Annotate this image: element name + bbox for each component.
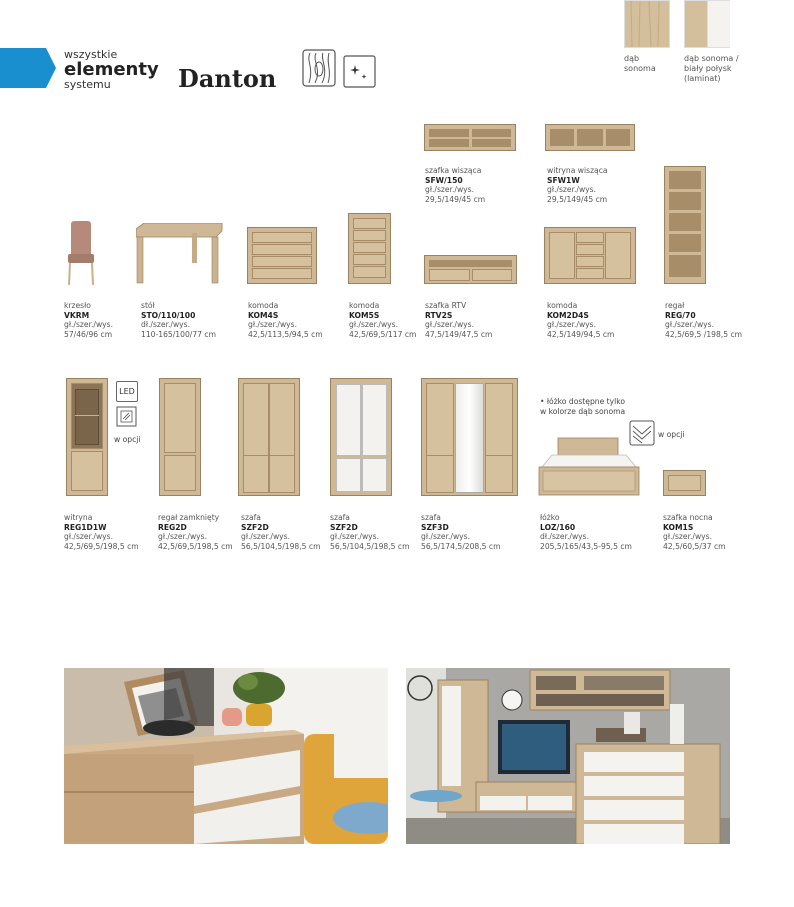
photo-dresser-detail: [64, 668, 388, 844]
product-name: witryna: [64, 513, 93, 522]
dims-label: gł./szer./wys.: [330, 532, 380, 542]
collection-name: Danton: [178, 64, 277, 93]
dims-value: 42,5/113,5/94,5 cm: [248, 329, 323, 339]
product-name: łóżko: [540, 513, 560, 522]
product-name: komoda: [349, 301, 380, 310]
dims-value: 47,5/149/47,5 cm: [425, 329, 493, 339]
product-name: szafka nocna: [663, 513, 713, 522]
product-code: KOM2D4S: [547, 310, 589, 320]
dims-label: gł./szer./wys.: [248, 320, 298, 330]
dims-value: 56,5/104,5/198,5 cm: [330, 541, 410, 551]
product-code: STO/110/100: [141, 310, 196, 320]
dims-value: 42,5/69,5/198,5 cm: [64, 541, 139, 551]
caption-sfw150: [425, 166, 485, 204]
dims-label: gł./szer./wys.: [421, 532, 471, 542]
dims-value: 205,5/165/43,5-95,5 cm: [540, 541, 632, 551]
caption-szf2d-white: [330, 513, 410, 551]
product-name: szafka RTV: [425, 301, 467, 310]
dims-label: gł./szer./wys.: [547, 185, 597, 195]
product-code: REG2D: [158, 522, 187, 532]
product-code: LOZ/160: [540, 522, 576, 532]
product-image-reg2d: [159, 378, 201, 496]
dims-label: gł./szer./wys.: [663, 532, 713, 542]
dims-value: 29,5/149/45 cm: [547, 194, 608, 204]
dims-value: 42,5/149/94,5 cm: [547, 329, 615, 339]
caption-loz160: [540, 513, 632, 551]
product-code: VKRM: [64, 310, 90, 320]
finish-label-2b: biały połysk: [684, 64, 732, 73]
finish-label-2a: dąb sonoma /: [684, 54, 739, 63]
caption-rtv2s: [425, 301, 492, 339]
product-name: komoda: [547, 301, 578, 310]
product-code: SZF3D: [421, 522, 449, 532]
dims-label: gł./szer./wys.: [665, 320, 715, 330]
finish-label-2c: (laminat): [684, 74, 721, 83]
product-name: szafka wisząca: [425, 166, 482, 175]
led-feature-badge: [116, 381, 138, 402]
caption-vkrm: [64, 301, 113, 339]
caption-szf2d-oak: [241, 513, 321, 551]
dims-value: 42,5/60,5/37 cm: [663, 541, 726, 551]
product-code: KOM5S: [349, 310, 380, 320]
dims-value: 42,5/69,5/198,5 cm: [158, 541, 233, 551]
dims-label: gł./szer./wys.: [425, 185, 475, 195]
dims-value: 110-165/100/77 cm: [141, 329, 216, 339]
dims-label: dł./szer./wys.: [141, 320, 191, 330]
section-tab: [0, 48, 56, 88]
product-image-sfw1w: [545, 124, 635, 151]
product-image-loz160: [538, 437, 640, 497]
product-name: regał zamknięty: [158, 513, 220, 522]
product-image-sto: [136, 223, 224, 285]
option-note: w opcji: [114, 435, 141, 444]
dims-value: 42,5/69,5/117 cm: [349, 329, 417, 339]
dims-label: gł./szer./wys.: [241, 532, 291, 542]
dims-value: 29,5/149/45 cm: [425, 194, 486, 204]
product-code: SZF2D: [330, 522, 358, 532]
caption-reg2d: [158, 513, 233, 551]
dims-value: 56,5/104,5/198,5 cm: [241, 541, 321, 551]
finish-swatch-sonoma-white: [684, 0, 730, 48]
product-image-szf3d: [421, 378, 518, 496]
product-name: stół: [141, 301, 155, 310]
product-code: SFW1W: [547, 175, 580, 185]
caption-kom4s: [248, 301, 323, 339]
gloss-icon: [343, 55, 376, 88]
product-name: szafa: [241, 513, 261, 522]
product-name: szafa: [421, 513, 441, 522]
product-code: REG1D1W: [64, 522, 107, 532]
product-code: REG/70: [665, 310, 696, 320]
product-name: witryna wisząca: [547, 166, 608, 175]
dims-label: gł./szer./wys.: [425, 320, 475, 330]
dims-label: gł./szer./wys.: [64, 320, 114, 330]
product-image-reg1d1w: [66, 378, 108, 496]
caption-reg70: [665, 301, 742, 339]
product-image-sfw150: [424, 124, 516, 151]
product-name: regał: [665, 301, 685, 310]
caption-szf3d: [421, 513, 501, 551]
caption-sfw1w: [547, 166, 608, 204]
bed-note-line-1: • łóżko dostępne tylko: [540, 397, 626, 406]
dims-value: 56,5/174,5/208,5 cm: [421, 541, 501, 551]
finish-label-1b: sonoma: [624, 64, 656, 73]
finish-label-1a: dąb: [624, 54, 640, 63]
dims-label: gł./szer./wys.: [158, 532, 208, 542]
caption-reg1d1w: [64, 513, 139, 551]
product-code: SFW/150: [425, 175, 463, 185]
led-label: LED: [119, 387, 135, 396]
dims-label: dł./szer./wys.: [540, 532, 590, 542]
glass-icon: [116, 406, 137, 427]
finish-swatch-sonoma: [624, 0, 670, 48]
product-code: SZF2D: [241, 522, 269, 532]
product-name: krzesło: [64, 301, 91, 310]
product-name: szafa: [330, 513, 350, 522]
product-code: KOM1S: [663, 522, 694, 532]
product-code: KOM4S: [248, 310, 279, 320]
header-line-1: wszystkie: [64, 48, 118, 61]
caption-kom2d4s: [547, 301, 614, 339]
product-image-kom1s: [663, 470, 706, 496]
dims-value: 42,5/69,5 /198,5 cm: [665, 329, 743, 339]
product-image-reg70: [664, 166, 706, 284]
product-name: komoda: [248, 301, 279, 310]
bed-note-line-2: w kolorze dąb sonoma: [540, 406, 626, 416]
photo-living-room: [406, 668, 730, 844]
caption-kom1s: [663, 513, 726, 551]
product-image-rtv2s: [424, 255, 517, 284]
product-image-szf2d-white: [330, 378, 392, 496]
option-note: w opcji: [658, 430, 685, 439]
header-line-3: systemu: [64, 78, 111, 91]
wood-grain-icon: [302, 49, 336, 87]
dims-label: gł./szer./wys.: [547, 320, 597, 330]
product-image-kom4s: [247, 227, 317, 284]
product-image-kom5s: [348, 213, 391, 284]
caption-kom5s: [349, 301, 416, 339]
product-image-szf2d-oak: [238, 378, 300, 496]
product-image-kom2d4s: [544, 227, 636, 284]
product-image-vkrm: [64, 220, 98, 286]
caption-sto: [141, 301, 216, 339]
product-code: RTV2S: [425, 310, 453, 320]
dims-label: gł./szer./wys.: [64, 532, 114, 542]
dims-value: 57/46/96 cm: [64, 329, 113, 339]
header-line-2: elementy: [64, 59, 159, 80]
dims-label: gł./szer./wys.: [349, 320, 399, 330]
